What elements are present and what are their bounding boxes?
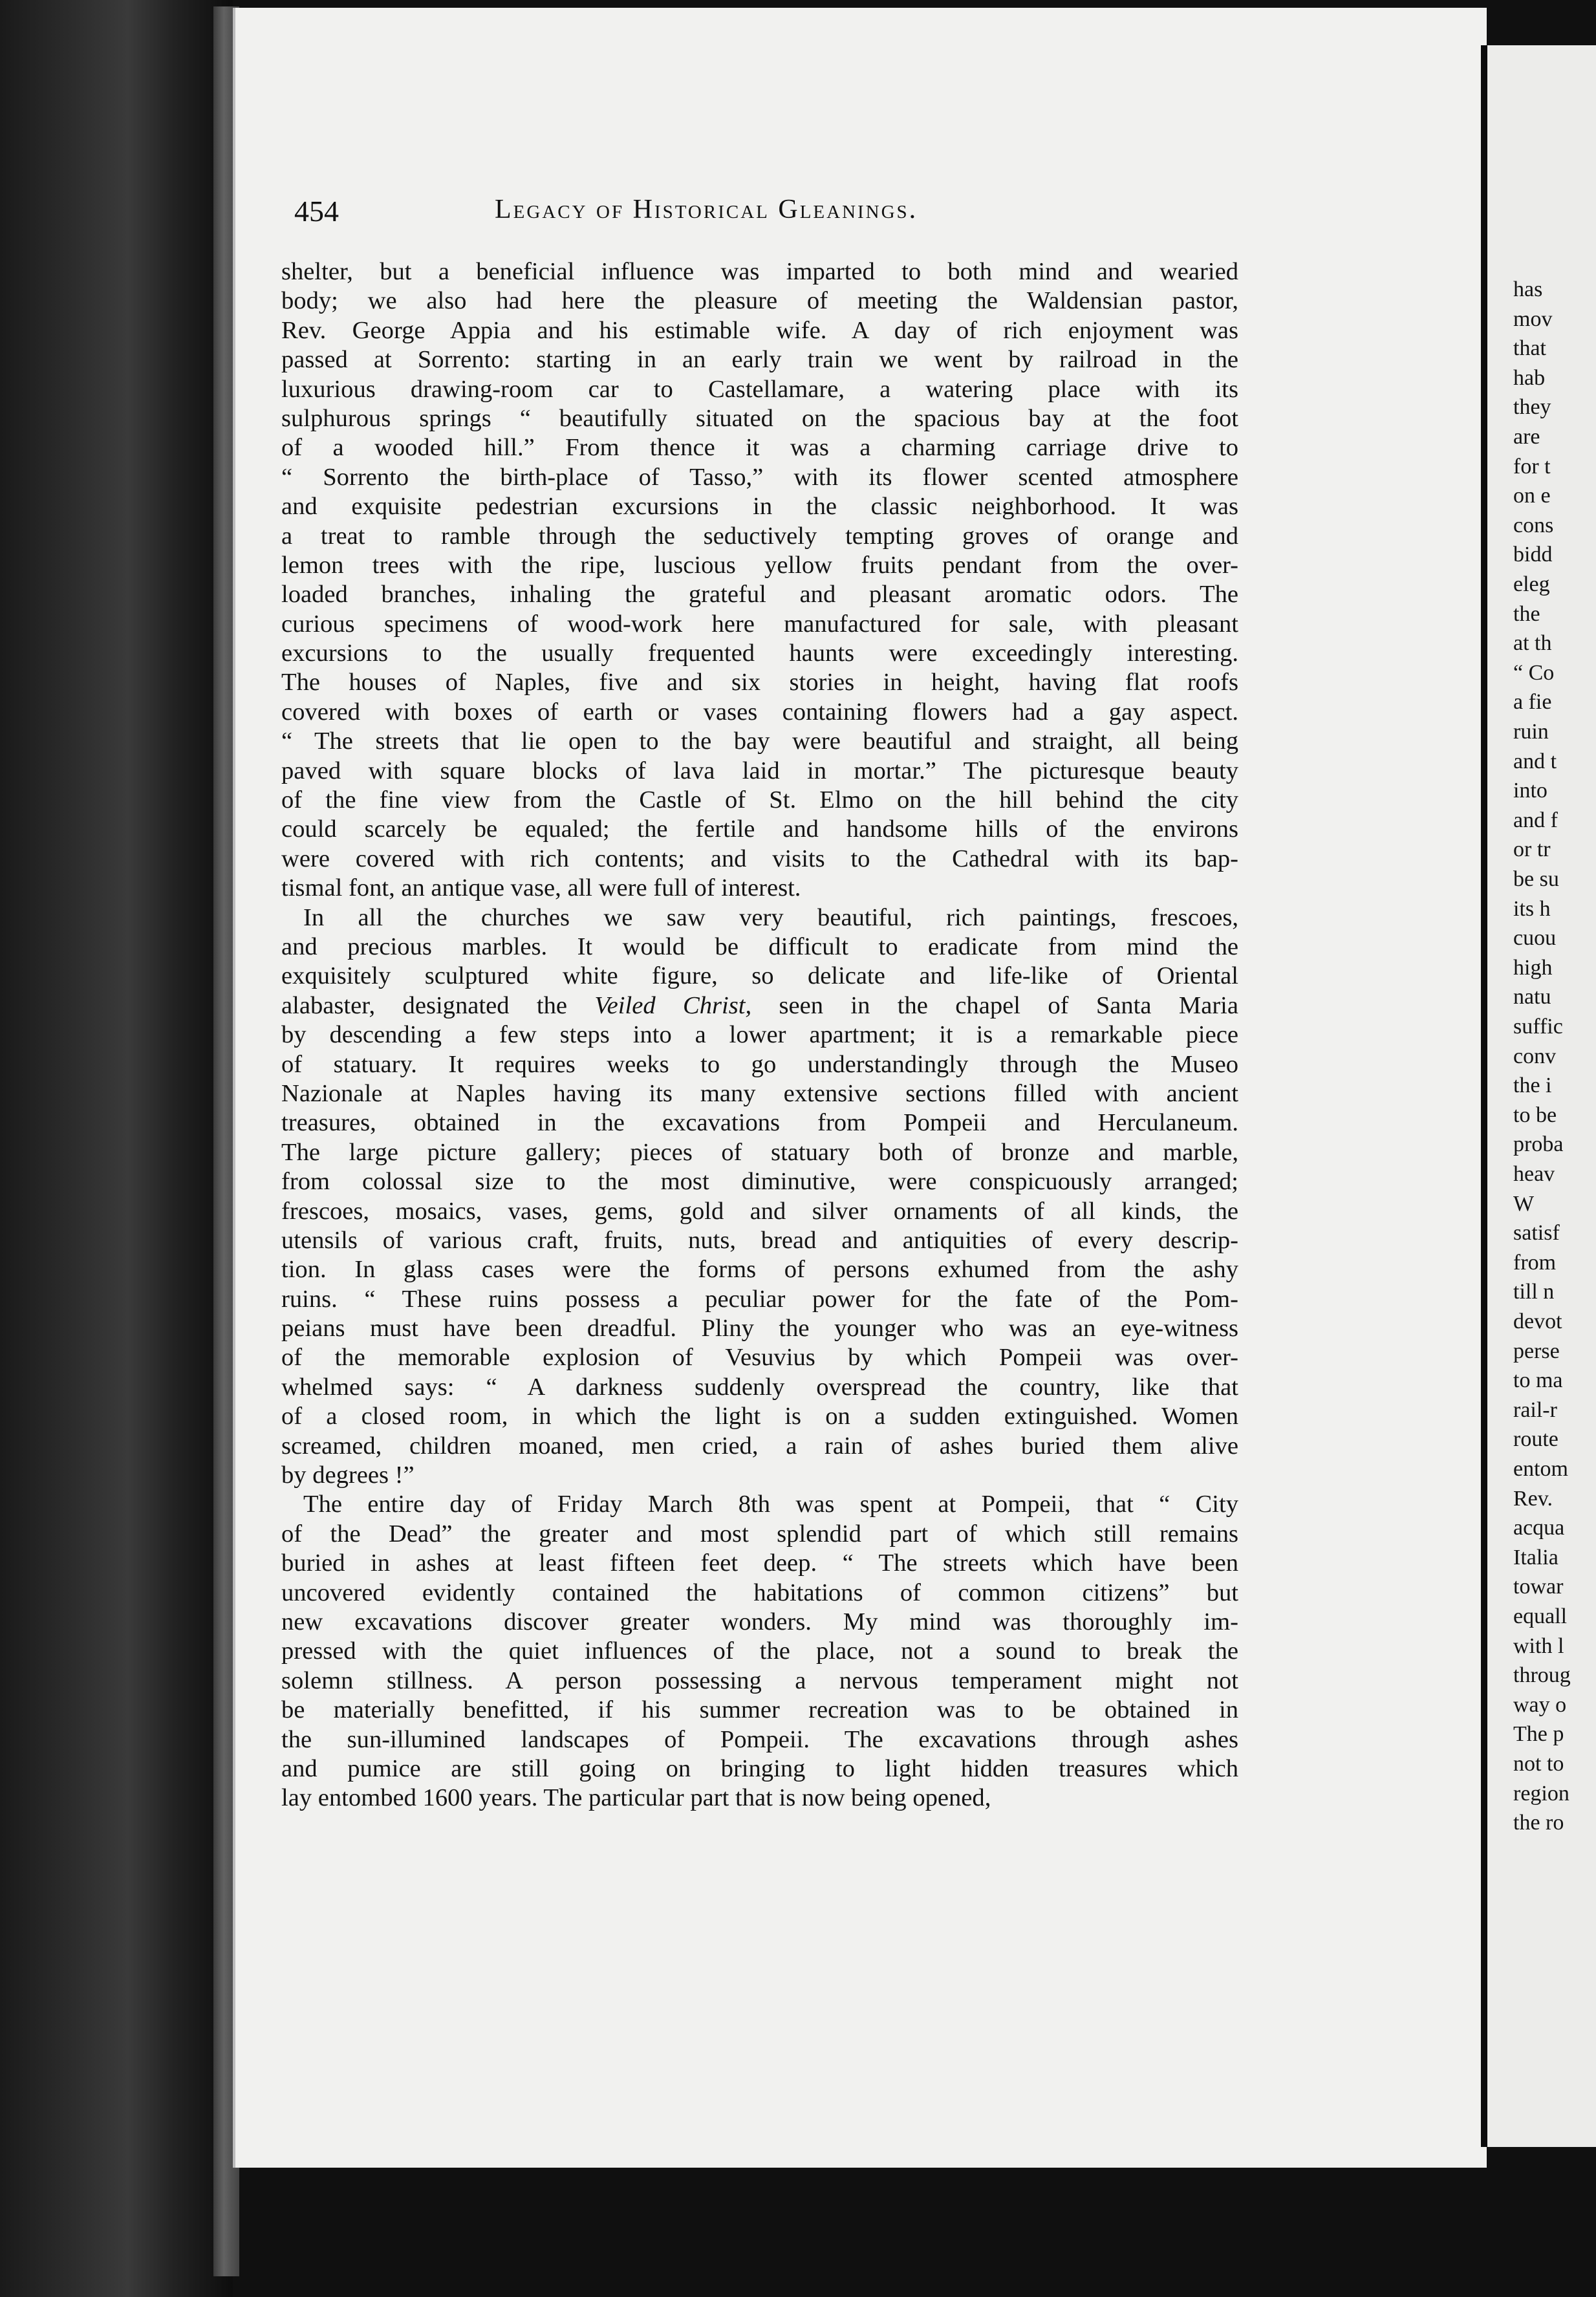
next-page-fragment: eleg: [1513, 572, 1550, 596]
text-line: of the memorable explosion of Vesuvius by which Pompeii was over-: [281, 1344, 1238, 1372]
paragraph: [281, 257, 1238, 903]
next-page-fragment: region: [1513, 1781, 1569, 1806]
next-page-fragment: its h: [1513, 896, 1551, 921]
next-page-fragment: the i: [1513, 1073, 1552, 1098]
text-line: of the fine view from the Castle of St. Elmo on the hill behind the city: [281, 786, 1238, 814]
text-line: passed at Sorrento: starting in an early train we went by railroad in the: [281, 346, 1238, 374]
text-line: and pumice are still going on bringing to light hidden treasures which: [281, 1754, 1238, 1782]
text-line: and exquisite pedestrian excursions in the classic neighborhood. It was: [281, 493, 1238, 521]
text-line: the sun-illumined landscapes of Pompeii. The excavations through ashes: [281, 1725, 1238, 1753]
text-line: “ Sorrento the birth-place of Tasso,” with its flower scented atmosphere: [281, 463, 1238, 491]
next-page-fragment: and f: [1513, 808, 1558, 832]
next-page-fragment: conv: [1513, 1044, 1557, 1068]
text-line: covered with boxes of earth or vases containing flowers had a gay aspect.: [281, 698, 1238, 726]
text-line: shelter, but a beneficial influence was imparted to both mind and wearied: [281, 258, 1238, 285]
text-line: pressed with the quiet influences of the place, not a sound to break the: [281, 1637, 1238, 1665]
next-page-fragment: has: [1513, 277, 1543, 301]
next-page-fragment: way o: [1513, 1692, 1567, 1717]
text-line: sulphurous springs “ beautifully situated on the spacious bay at the foot: [281, 404, 1238, 432]
next-page-fragment: with l: [1513, 1634, 1564, 1658]
text-line: from colossal size to the most diminutive, were conspicuously arranged;: [281, 1168, 1238, 1196]
text-line: loaded branches, inhaling the grateful and pleasant aromatic odors. The: [281, 581, 1238, 609]
next-page-fragment: into: [1513, 779, 1547, 803]
next-page-fragment: heav: [1513, 1162, 1555, 1186]
next-page-fragment: satisf: [1513, 1221, 1560, 1246]
text-line: utensils of various craft, fruits, nuts, bread and antiquities of every descrip-: [281, 1226, 1238, 1254]
next-page-fragment: to ma: [1513, 1368, 1563, 1393]
text-line: Rev. George Appia and his estimable wife. A day of rich enjoyment was: [281, 316, 1238, 344]
text-line: tion. In glass cases were the forms of persons exhumed from the ashy: [281, 1256, 1238, 1284]
next-page-fragment: to be: [1513, 1103, 1557, 1127]
next-page-fragment: cons: [1513, 513, 1554, 537]
text-line: ruins. “ These ruins possess a peculiar power for the fate of the Pom-: [281, 1285, 1238, 1313]
next-page-fragment: throug: [1513, 1663, 1571, 1688]
next-page-fragment: the: [1513, 601, 1540, 626]
text-line: of the Dead” the greater and most splendid part of which still remains: [281, 1520, 1238, 1548]
text-line: lay entombed 1600 years. The particular part that is now being opened,: [281, 1784, 991, 1812]
next-page-fragment: hab: [1513, 365, 1546, 390]
text-line: of a closed room, in which the light is on a sudden extinguished. Women: [281, 1403, 1238, 1430]
italic-title: Veiled Christ,: [594, 991, 752, 1019]
text-line: be materially benefitted, if his summer recreation was to be obtained in: [281, 1696, 1238, 1724]
next-page-fragment: till n: [1513, 1280, 1555, 1304]
next-page-fragment: devot: [1513, 1310, 1562, 1333]
text-line: whelmed says: “ A darkness suddenly overspread the country, like that: [281, 1373, 1238, 1401]
text-line: solemn stillness. A person possessing a nervous temperament might not: [281, 1666, 1238, 1694]
text-line: could scarcely be equaled; the fertile and handsome hills of the environs: [281, 815, 1238, 843]
next-page-fragment: they: [1513, 395, 1551, 420]
text-line: new excavations discover greater wonders. My mind was thoroughly im-: [281, 1608, 1238, 1635]
next-page-fragment: or tr: [1513, 837, 1551, 862]
next-page-fragment: for t: [1513, 454, 1551, 479]
next-page-fragment: and t: [1513, 749, 1557, 773]
text-line: body; we also had here the pleasure of meeting the Waldensian pastor,: [281, 287, 1238, 315]
next-page-fragment: on e: [1513, 484, 1551, 508]
next-page-fragment: rail-r: [1513, 1397, 1557, 1422]
text-line: In all the churches we saw very beautiful, rich paintings, frescoes,: [303, 903, 1238, 931]
next-page-fragment: route: [1513, 1427, 1558, 1452]
text-line: The houses of Naples, five and six stories in height, having flat roofs: [281, 669, 1238, 696]
next-page-fragment: mov: [1513, 307, 1553, 331]
text-line: uncovered evidently contained the habitations of common citizens” but: [281, 1579, 1238, 1606]
next-page-fragment: bidd: [1513, 543, 1553, 567]
paragraph: [281, 1490, 1238, 1813]
text-line: curious specimens of wood-work here manufactured for sale, with pleasant: [281, 610, 1238, 638]
next-page-fragment: equall: [1513, 1604, 1568, 1628]
text-line: frescoes, mosaics, vases, gems, gold and silver ornaments of all kinds, the: [281, 1197, 1238, 1225]
next-page-fragment: at th: [1513, 631, 1552, 656]
next-page-fragment: are: [1513, 425, 1540, 449]
next-page-fragment: from: [1513, 1250, 1557, 1275]
text-line: alabaster, designated the Veiled Christ, seen in the chapel of Santa Maria: [281, 991, 1238, 1019]
next-page-fragment: be su: [1513, 867, 1559, 891]
next-page-fragment: natu: [1513, 985, 1551, 1009]
paragraph: [281, 903, 1238, 1491]
text-line: “ The streets that lie open to the bay were beautiful and straight, all being: [281, 728, 1238, 755]
next-page-fragment: high: [1513, 955, 1553, 980]
text-line: by degrees !”: [281, 1461, 415, 1489]
text-line: The entire day of Friday March 8th was spent at Pompeii, that “ City: [303, 1491, 1238, 1518]
page-number: 454: [294, 195, 339, 228]
next-page-fragment: cuou: [1513, 926, 1557, 951]
next-page-fragment: that: [1513, 336, 1546, 361]
next-page-fragment: Italia: [1513, 1545, 1558, 1569]
text-line: screamed, children moaned, men cried, a rain of ashes buried them alive: [281, 1432, 1238, 1460]
next-page-strip: [1481, 45, 1596, 2147]
next-page-fragment: entom: [1513, 1457, 1568, 1481]
text-line: luxurious drawing-room car to Castellamare, a watering place with its: [281, 375, 1238, 403]
text-line: lemon trees with the ripe, luscious yellow fruits pendant from the over-: [281, 551, 1238, 579]
text-line: and precious marbles. It would be difficult to eradicate from mind the: [281, 933, 1238, 960]
next-page-fragment: acqua: [1513, 1516, 1565, 1540]
next-page-fragment: W: [1513, 1191, 1535, 1216]
text-line: a treat to ramble through the seductively tempting groves of orange and: [281, 522, 1238, 550]
text-line: of statuary. It requires weeks to go understandingly through the Museo: [281, 1050, 1238, 1078]
next-page-fragment: towar: [1513, 1575, 1564, 1599]
text-line: of a wooded hill.” From thence it was a charming carriage drive to: [281, 434, 1238, 462]
next-page-fragment: suffic: [1513, 1015, 1563, 1039]
text-line: paved with square blocks of lava laid in mortar.” The picturesque beauty: [281, 757, 1238, 784]
running-head: Legacy of Historical Gleanings.: [495, 195, 918, 224]
text-line: excursions to the usually frequented haunts were exceedingly interesting.: [281, 640, 1238, 667]
next-page-fragment: “ Co: [1513, 660, 1555, 685]
next-page-fragment: The p: [1513, 1722, 1564, 1747]
next-page-fragment: proba: [1513, 1132, 1564, 1157]
text-line: by descending a few steps into a lower apartment; it is a remarkable piece: [281, 1021, 1238, 1049]
text-line: treasures, obtained in the excavations from Pompeii and Herculaneum.: [281, 1109, 1238, 1137]
next-page-fragment: Rev.: [1513, 1486, 1553, 1511]
text-line: The large picture gallery; pieces of statuary both of bronze and marble,: [281, 1138, 1238, 1166]
book-binding: [0, 0, 233, 2297]
page-header: [294, 194, 1264, 233]
text-line: buried in ashes at least fifteen feet deep. “ The streets which have been: [281, 1549, 1238, 1577]
next-page-fragment: ruin: [1513, 720, 1549, 744]
next-page-fragment: not to: [1513, 1752, 1564, 1776]
next-page-fragment: a fie: [1513, 690, 1552, 715]
next-page-fragment: perse: [1513, 1339, 1560, 1363]
text-line: peians must have been dreadful. Pliny the younger who was an eye-witness: [281, 1315, 1238, 1343]
text-line: exquisitely sculptured white figure, so delicate and life-like of Oriental: [281, 962, 1238, 990]
next-page-fragment: the ro: [1513, 1811, 1564, 1835]
body-text: [281, 257, 1238, 1813]
text-line: Nazionale at Naples having its many extensive sections filled with ancient: [281, 1079, 1238, 1107]
text-line: tismal font, an antique vase, all were full of interest.: [281, 874, 801, 902]
text-line: were covered with rich contents; and visits to the Cathedral with its bap-: [281, 845, 1238, 872]
